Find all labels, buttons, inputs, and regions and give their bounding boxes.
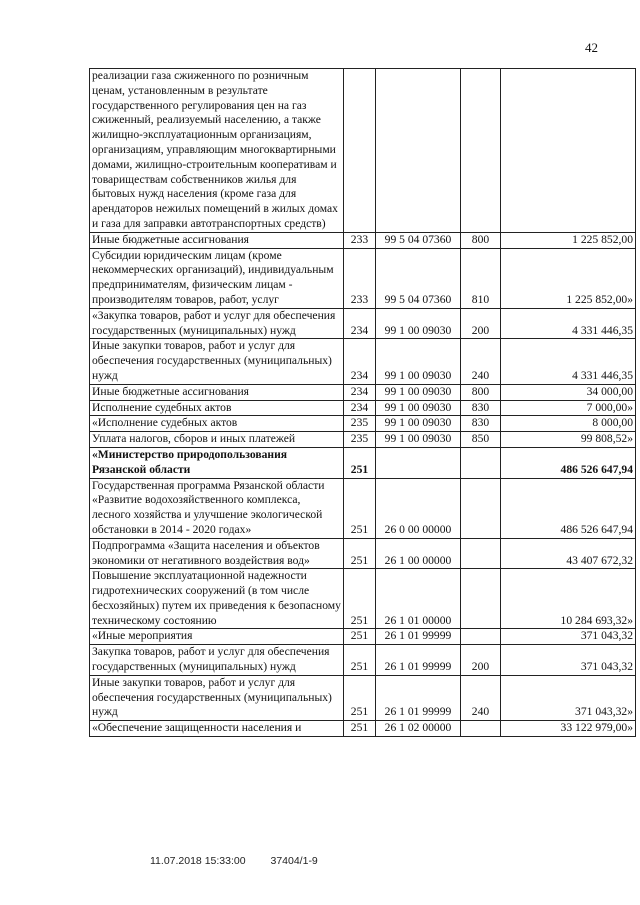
cell-section: 26 1 01 99999 <box>376 675 461 720</box>
table-row <box>90 629 636 645</box>
cell-amount: 33 122 979,00» <box>501 721 636 737</box>
cell-code: 251 <box>344 629 376 645</box>
cell-code: 234 <box>344 400 376 416</box>
table-row <box>90 432 636 448</box>
cell-name: «Обеспечение защищенности населения и <box>90 721 344 737</box>
cell-amount: 486 526 647,94 <box>501 447 636 478</box>
table-row <box>90 569 636 629</box>
cell-amount: 7 000,00» <box>501 400 636 416</box>
cell-type: 800 <box>461 384 501 400</box>
cell-section: 99 1 00 09030 <box>376 416 461 432</box>
cell-amount: 4 331 446,35 <box>501 308 636 339</box>
table-row <box>90 675 636 720</box>
cell-type <box>461 69 501 233</box>
footer-doc-id: 37404/1-9 <box>270 855 318 867</box>
cell-code: 251 <box>344 447 376 478</box>
cell-name: «Закупка товаров, работ и услуг для обеспечения государственных (муниципальных) нужд <box>90 308 344 339</box>
cell-name: реализации газа сжиженного по розничным ценам, установленным в результате государственного регулирования цен на газ сжиженный, реализуемый населению, а также жилищно-эксплуатационным организациям, организациям, управляющим многоквартирными домами, жилищно-строительным кооперативам и товариществам собственников жилья для бытовых нужд населения (кроме газа для арендаторов нежилых помещений в жилых домах и газа для заправки автотранспортных средств) <box>90 69 344 233</box>
cell-amount: 1 225 852,00» <box>501 248 636 308</box>
cell-type: 800 <box>461 232 501 248</box>
cell-type: 830 <box>461 400 501 416</box>
cell-section: 99 1 00 09030 <box>376 432 461 448</box>
cell-name: Иные бюджетные ассигнования <box>90 232 344 248</box>
cell-amount: 371 043,32 <box>501 645 636 676</box>
cell-code <box>344 69 376 233</box>
table-row <box>90 416 636 432</box>
cell-name: Повышение эксплуатационной надежности гидротехнических сооружений (в том числе бесхозяйных) путем их приведения к безопасному техническому состоянию <box>90 569 344 629</box>
cell-section <box>376 447 461 478</box>
table-row <box>90 478 636 538</box>
cell-type: 200 <box>461 645 501 676</box>
budget-table-body <box>90 69 636 737</box>
cell-name: Исполнение судебных актов <box>90 400 344 416</box>
table-row <box>90 721 636 737</box>
cell-section: 26 1 01 00000 <box>376 569 461 629</box>
cell-section: 26 1 02 00000 <box>376 721 461 737</box>
cell-section: 99 1 00 09030 <box>376 308 461 339</box>
cell-section: 26 0 00 00000 <box>376 478 461 538</box>
cell-section <box>376 69 461 233</box>
cell-code: 251 <box>344 721 376 737</box>
cell-section: 26 1 01 99999 <box>376 629 461 645</box>
cell-amount: 371 043,32 <box>501 629 636 645</box>
cell-type: 240 <box>461 339 501 384</box>
cell-amount: 4 331 446,35 <box>501 339 636 384</box>
table-row <box>90 308 636 339</box>
cell-name: Государственная программа Рязанской области «Развитие водохозяйственного комплекса, лесного хозяйства и улучшение экологической обстановки в 2014 - 2020 годах» <box>90 478 344 538</box>
page-number: 42 <box>585 40 598 55</box>
cell-code: 251 <box>344 478 376 538</box>
cell-amount: 99 808,52» <box>501 432 636 448</box>
cell-name: Уплата налогов, сборов и иных платежей <box>90 432 344 448</box>
cell-section: 26 1 01 99999 <box>376 645 461 676</box>
footer-timestamp: 11.07.2018 15:33:00 <box>150 855 246 867</box>
cell-amount: 10 284 693,32» <box>501 569 636 629</box>
cell-amount: 34 000,00 <box>501 384 636 400</box>
cell-code: 233 <box>344 232 376 248</box>
cell-section: 99 1 00 09030 <box>376 400 461 416</box>
cell-code: 235 <box>344 432 376 448</box>
table-row <box>90 645 636 676</box>
cell-amount <box>501 69 636 233</box>
cell-code: 251 <box>344 645 376 676</box>
cell-code: 234 <box>344 339 376 384</box>
table-row <box>90 400 636 416</box>
cell-name: Иные бюджетные ассигнования <box>90 384 344 400</box>
table-row <box>90 538 636 569</box>
cell-name: «Иные мероприятия <box>90 629 344 645</box>
cell-code: 235 <box>344 416 376 432</box>
cell-name: «Министерство природопользования Рязанской области <box>90 447 344 478</box>
cell-code: 234 <box>344 384 376 400</box>
table-row <box>90 447 636 478</box>
cell-code: 234 <box>344 308 376 339</box>
table-row <box>90 384 636 400</box>
cell-section: 26 1 00 00000 <box>376 538 461 569</box>
cell-name: Иные закупки товаров, работ и услуг для обеспечения государственных (муниципальных) нужд <box>90 675 344 720</box>
cell-amount: 1 225 852,00 <box>501 232 636 248</box>
cell-type: 830 <box>461 416 501 432</box>
cell-amount: 8 000,00 <box>501 416 636 432</box>
cell-type: 200 <box>461 308 501 339</box>
cell-name: Закупка товаров, работ и услуг для обеспечения государственных (муниципальных) нужд <box>90 645 344 676</box>
cell-name: Субсидии юридическим лицам (кроме некоммерческих организаций), индивидуальным предпринимателям, физическим лицам - производителям товаров, работ, услуг <box>90 248 344 308</box>
cell-type: 240 <box>461 675 501 720</box>
table-row <box>90 248 636 308</box>
cell-code: 251 <box>344 675 376 720</box>
cell-code: 251 <box>344 538 376 569</box>
cell-name: «Исполнение судебных актов <box>90 416 344 432</box>
cell-type <box>461 721 501 737</box>
cell-type <box>461 538 501 569</box>
cell-section: 99 1 00 09030 <box>376 384 461 400</box>
cell-amount: 371 043,32» <box>501 675 636 720</box>
table-row <box>90 232 636 248</box>
cell-code: 233 <box>344 248 376 308</box>
budget-table <box>89 68 636 737</box>
cell-type <box>461 569 501 629</box>
table-row <box>90 339 636 384</box>
cell-section: 99 5 04 07360 <box>376 248 461 308</box>
table-row <box>90 69 636 233</box>
cell-code: 251 <box>344 569 376 629</box>
cell-section: 99 1 00 09030 <box>376 339 461 384</box>
cell-name: Подпрограмма «Защита населения и объектов экономики от негативного воздействия вод» <box>90 538 344 569</box>
cell-type <box>461 447 501 478</box>
cell-type <box>461 629 501 645</box>
footer <box>150 855 318 867</box>
cell-type <box>461 478 501 538</box>
cell-amount: 43 407 672,32 <box>501 538 636 569</box>
cell-amount: 486 526 647,94 <box>501 478 636 538</box>
cell-type: 810 <box>461 248 501 308</box>
cell-section: 99 5 04 07360 <box>376 232 461 248</box>
cell-type: 850 <box>461 432 501 448</box>
cell-name: Иные закупки товаров, работ и услуг для обеспечения государственных (муниципальных) нужд <box>90 339 344 384</box>
